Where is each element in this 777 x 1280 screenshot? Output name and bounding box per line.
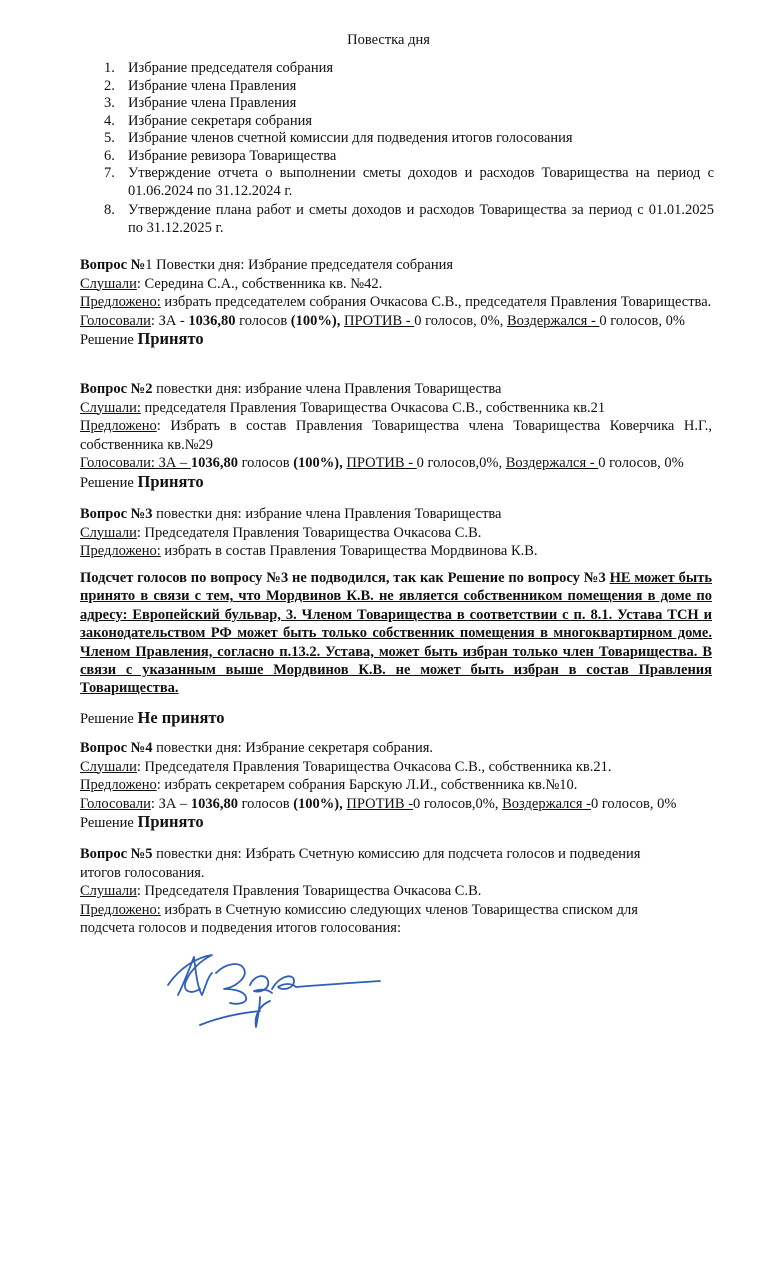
question-2-decision bbox=[80, 473, 712, 493]
votes-for-label: : ЗА – bbox=[150, 795, 191, 812]
agenda-item-number: 2. bbox=[104, 77, 115, 94]
votes-abstain-label: Воздержался - bbox=[505, 455, 599, 471]
question-title: повестки дня: Избрать Счетную комиссию для подсчета голосов и подведения итогов голосования. bbox=[80, 846, 641, 881]
question-2-heading bbox=[80, 380, 712, 399]
heard-label: Слушали bbox=[80, 883, 137, 899]
votes-against-text: 0 голосов,0%, bbox=[416, 455, 506, 471]
question-5-heard bbox=[80, 882, 675, 901]
heard-text: : Середина С.А., собственника кв. №42. bbox=[136, 275, 383, 292]
question-3 bbox=[80, 505, 712, 561]
agenda-item-number: 5. bbox=[104, 130, 115, 146]
decision-label: Решение bbox=[80, 711, 138, 727]
handwritten-signature bbox=[160, 945, 390, 1035]
votes-against-label: ПРОТИВ - bbox=[346, 455, 417, 471]
voted-label: Голосовали bbox=[80, 795, 151, 812]
question-4-heard bbox=[80, 758, 712, 777]
decision-label: Решение bbox=[80, 332, 138, 348]
question-4-heading bbox=[80, 739, 712, 758]
proposed-text: : Избрать в состав Правления Товарищества члена Товарищества Коверчика Н.Г., собственника кв.№29 bbox=[80, 418, 712, 453]
question-2-votes bbox=[80, 454, 712, 473]
agenda-item bbox=[104, 78, 714, 96]
agenda-item-text: Утверждение отчета о выполнении сметы доходов и расходов Товарищества на период с 01.06.2024 по 31.12.2024 г. bbox=[128, 165, 714, 199]
agenda-item bbox=[104, 95, 714, 113]
votes-for-percent: (100%), bbox=[293, 795, 347, 812]
votes-against-text: 0 голосов,0%, bbox=[413, 795, 503, 812]
page-title: Повестка дня bbox=[347, 32, 430, 48]
question-3-decision-block bbox=[80, 709, 712, 729]
decision-value: Принято bbox=[137, 812, 204, 831]
decision-label: Решение bbox=[80, 474, 138, 491]
question-1-heading bbox=[80, 256, 712, 275]
question-1-heard bbox=[80, 275, 712, 294]
question-title: повестки дня: избрание члена Правления Товарищества bbox=[152, 381, 502, 397]
question-4-proposed bbox=[80, 776, 712, 795]
question-1-proposed bbox=[80, 293, 712, 312]
question-title: Повестки дня: Избрание председателя собрания bbox=[152, 257, 454, 273]
question-4-votes bbox=[80, 795, 712, 814]
voted-label: Голосовали: ЗА – bbox=[80, 455, 191, 471]
agenda-item-text: Утверждение плана работ и сметы доходов и расходов Товарищества за период с 01.01.2025 по 31.12.2025 г. bbox=[128, 202, 714, 236]
agenda-item-number: 3. bbox=[104, 95, 115, 111]
question-number-label: Вопрос №2 bbox=[80, 381, 153, 397]
question-1-votes bbox=[80, 312, 712, 331]
votes-against-label: ПРОТИВ - bbox=[343, 312, 415, 329]
agenda-item-number: 7. bbox=[104, 165, 115, 181]
question-number: 1 bbox=[145, 257, 153, 273]
note-explanation: НЕ может быть принято в связи с тем, что Мордвинов К.В. не является собственником помещения в доме по адресу: Европейский бульвар, 3. Членом Товарищества в соответствии с п. 8.1. Устава ТСН и законодательством РФ может быть только собственник помещения в многоквартирном доме. Членом Правления, согласно п.13.2. Устава, может быть избран только член Товарищества. В связи с указанным выше Мордвинов К.В. не может быть избран в состав Правления Товарищества. bbox=[80, 570, 712, 697]
votes-for-count: 1036,80 bbox=[190, 795, 238, 812]
heard-label: Слушали: bbox=[80, 399, 141, 416]
question-3-heard bbox=[80, 524, 712, 543]
voted-label: Голосовали bbox=[80, 312, 151, 329]
heard-text: : Председателя Правления Товарищества Очкасова С.В., собственника кв.21. bbox=[136, 758, 612, 775]
question-4 bbox=[80, 739, 712, 833]
question-1 bbox=[80, 256, 712, 350]
votes-abstain-label: Воздержался - bbox=[506, 312, 600, 329]
question-number-label: Вопрос № bbox=[80, 257, 146, 273]
question-4-decision bbox=[80, 813, 712, 833]
heard-text: председателя Правления Товарищества Очкасова С.В., собственника кв.21 bbox=[140, 399, 606, 416]
votes-abstain-text: 0 голосов, 0% bbox=[599, 312, 685, 329]
question-number-label: Вопрос №3 bbox=[80, 506, 153, 522]
proposed-label: Предложено bbox=[80, 777, 157, 793]
proposed-text: избрать в Счетную комиссию следующих членов Товарищества списком для подсчета голосов и подведения итогов голосования: bbox=[80, 901, 638, 936]
heard-label: Слушали bbox=[80, 275, 137, 292]
proposed-text: избрать в состав Правления Товарищества Мордвинова К.В. bbox=[160, 543, 538, 559]
votes-abstain-text: 0 голосов, 0% bbox=[590, 795, 677, 812]
agenda-item bbox=[104, 202, 714, 237]
question-number-label: Вопрос №4 bbox=[80, 740, 153, 756]
question-2-heard bbox=[80, 399, 712, 418]
agenda-item-number: 8. bbox=[104, 202, 115, 218]
votes-against-text: 0 голосов, 0%, bbox=[414, 312, 507, 329]
question-1-decision bbox=[80, 330, 712, 350]
question-2-proposed bbox=[80, 417, 712, 454]
question-5 bbox=[80, 845, 675, 938]
heard-label: Слушали bbox=[80, 524, 137, 541]
agenda-item bbox=[104, 130, 714, 148]
votes-abstain-text: 0 голосов, 0% bbox=[598, 455, 684, 471]
agenda-list bbox=[104, 60, 714, 237]
votes-unit: голосов bbox=[235, 312, 291, 329]
question-3-heading bbox=[80, 505, 712, 524]
proposed-label: Предложено: bbox=[80, 901, 161, 918]
decision-value: Принято bbox=[137, 329, 204, 348]
votes-unit: голосов bbox=[237, 455, 294, 471]
agenda-item-text: Избрание членов счетной комиссии для подведения итогов голосования bbox=[128, 130, 573, 146]
agenda-item-text: Избрание председателя собрания bbox=[128, 60, 334, 76]
votes-unit: голосов bbox=[237, 795, 294, 812]
agenda-item-text: Избрание члена Правления bbox=[128, 77, 297, 94]
agenda-item-text: Избрание члена Правления bbox=[128, 95, 297, 111]
votes-abstain-label: Воздержался - bbox=[502, 795, 591, 812]
proposed-label: Предложено bbox=[80, 418, 157, 434]
question-title: повестки дня: Избрание секретаря собрания. bbox=[152, 740, 434, 756]
question-2 bbox=[80, 380, 712, 492]
votes-against-label: ПРОТИВ - bbox=[346, 795, 414, 812]
decision-value: Не принято bbox=[137, 708, 225, 727]
agenda-item bbox=[104, 60, 714, 78]
agenda-item-number: 1. bbox=[104, 60, 115, 76]
question-5-proposed bbox=[80, 901, 675, 938]
heard-text: : Председателя Правления Товарищества Очкасова С.В. bbox=[136, 883, 482, 899]
proposed-label: Предложено: bbox=[80, 294, 161, 310]
votes-for-percent: (100%), bbox=[290, 312, 344, 329]
question-3-note bbox=[80, 569, 712, 698]
agenda-item-number: 6. bbox=[104, 147, 115, 164]
votes-for-count: 1036,80 bbox=[188, 312, 236, 329]
heard-text: : Председателя Правления Товарищества Очкасова С.В. bbox=[136, 524, 482, 541]
agenda-item-number: 4. bbox=[104, 112, 115, 129]
note-intro: Подсчет голосов по вопросу №3 не подводился, так как Решение по вопросу №3 bbox=[80, 570, 610, 586]
votes-for-percent: (100%), bbox=[293, 455, 347, 471]
question-number-label: Вопрос №5 bbox=[80, 846, 153, 862]
proposed-text: избрать председателем собрания Очкасова С.В., председателя Правления Товарищества. bbox=[160, 294, 712, 310]
heard-label: Слушали bbox=[80, 758, 137, 775]
proposed-text: : избрать секретарем собрания Барскую Л.И., собственника кв.№10. bbox=[156, 777, 578, 793]
decision-value: Принято bbox=[137, 471, 204, 491]
agenda-item bbox=[104, 165, 714, 200]
votes-for-count: 1036,80 bbox=[190, 455, 238, 471]
decision-label: Решение bbox=[80, 815, 138, 831]
question-title: повестки дня: избрание члена Правления Товарищества bbox=[152, 506, 502, 522]
agenda-item bbox=[104, 113, 714, 131]
agenda-item-text: Избрание ревизора Товарищества bbox=[128, 147, 337, 164]
proposed-label: Предложено: bbox=[80, 543, 161, 559]
question-5-heading bbox=[80, 845, 675, 882]
agenda-item-text: Избрание секретаря собрания bbox=[128, 112, 313, 129]
agenda-item bbox=[104, 148, 714, 166]
question-3-decision bbox=[80, 709, 712, 729]
question-3-proposed bbox=[80, 542, 712, 561]
votes-for-label: : ЗА - bbox=[150, 312, 189, 329]
